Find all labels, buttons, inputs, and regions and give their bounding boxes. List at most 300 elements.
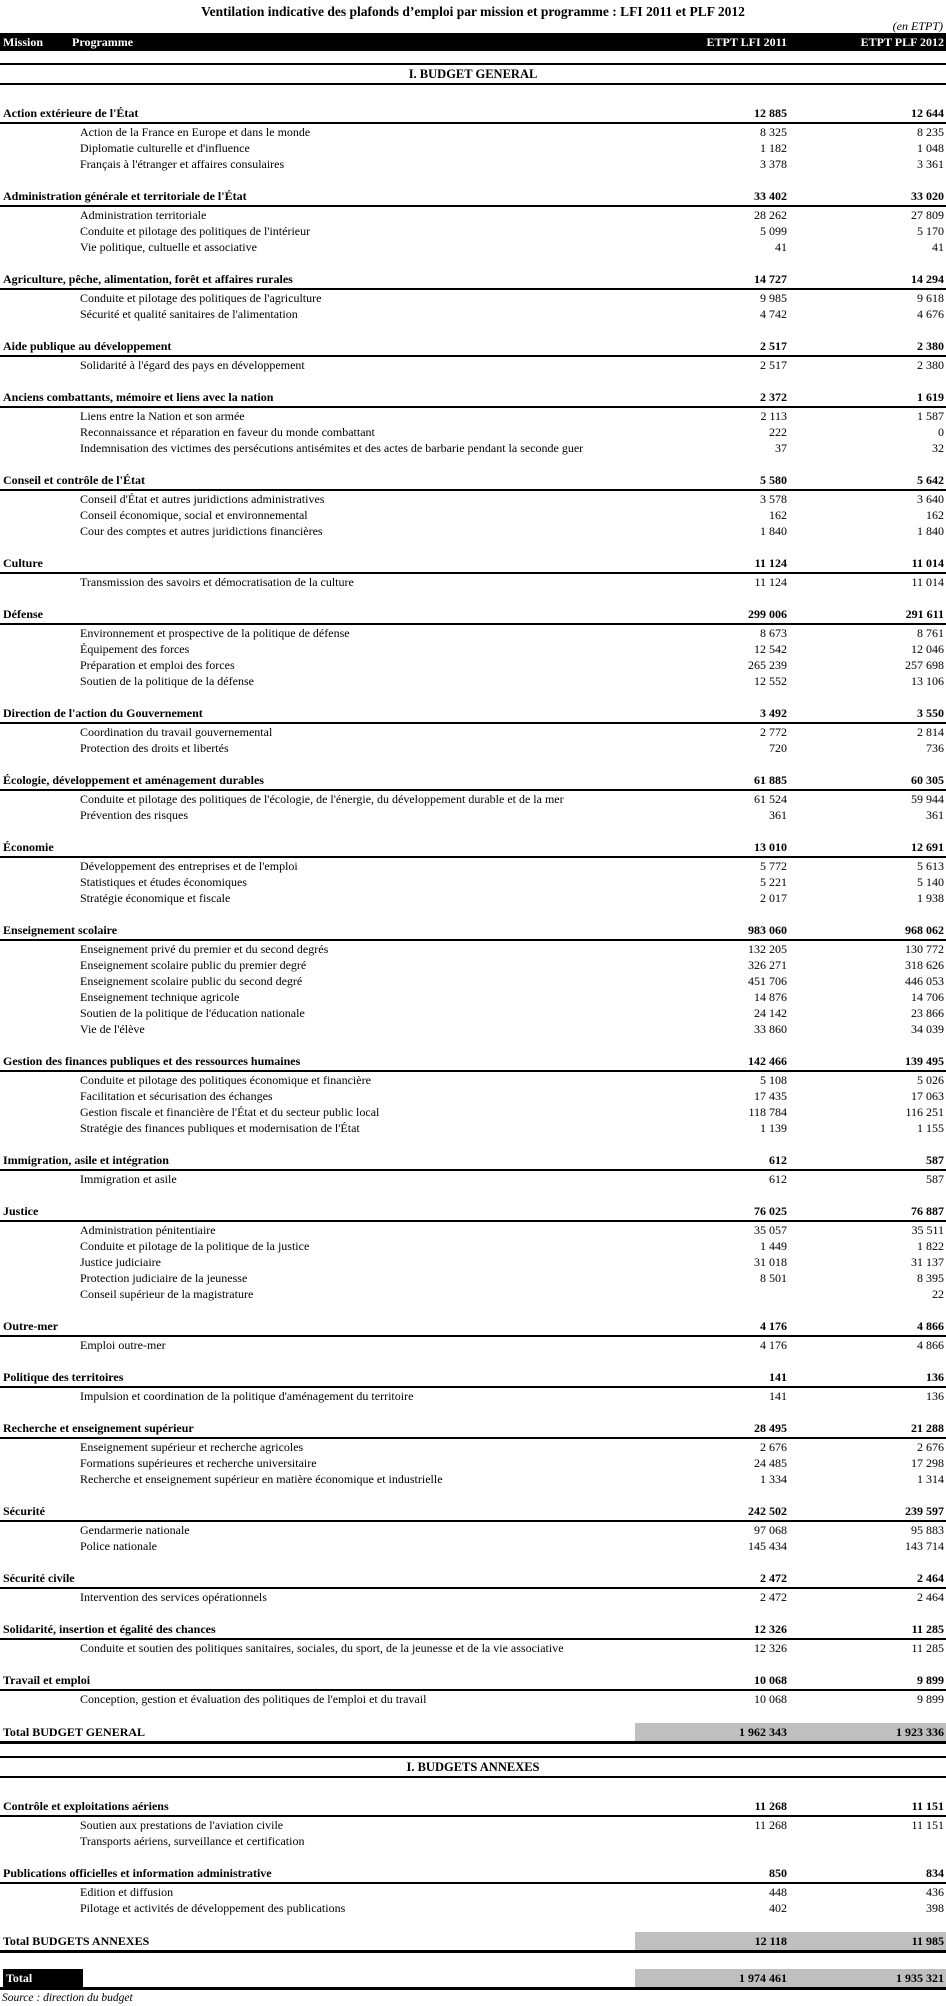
programme-name: Vie de l'élève bbox=[80, 1022, 145, 1036]
mission-lfi-value: 142 466 bbox=[748, 1054, 787, 1068]
programme-row bbox=[0, 1005, 946, 1021]
programme-plf-value: 116 251 bbox=[905, 1105, 944, 1119]
mission-plf-value: 9 899 bbox=[917, 1673, 944, 1687]
programme-lfi-value: 4 742 bbox=[760, 307, 787, 321]
mission-block bbox=[0, 1053, 946, 1136]
programme-name: Sécurité et qualité sanitaires de l'alimentation bbox=[80, 307, 298, 321]
mission-plf-value: 11 285 bbox=[911, 1622, 944, 1636]
mission-row bbox=[0, 1621, 946, 1640]
programme-row bbox=[0, 1270, 946, 1286]
programme-plf-value: 17 063 bbox=[911, 1089, 944, 1103]
mission-name: Conseil et contrôle de l'État bbox=[3, 473, 145, 487]
mission-lfi-value: 33 402 bbox=[754, 189, 787, 203]
programme-row bbox=[0, 791, 946, 807]
programme-row bbox=[0, 1884, 946, 1900]
programme-row bbox=[0, 1120, 946, 1136]
programme-name: Statistiques et études économiques bbox=[80, 875, 247, 889]
programme-lfi-value: 448 bbox=[769, 1885, 787, 1899]
mission-block bbox=[0, 1672, 946, 1707]
programme-name: Conseil d'État et autres juridictions administratives bbox=[80, 492, 325, 506]
programme-lfi-value bbox=[635, 1833, 790, 1849]
programme-lfi-value: 2 113 bbox=[760, 409, 787, 423]
mission-lfi-value: 76 025 bbox=[754, 1204, 787, 1218]
programme-lfi-value: 14 876 bbox=[754, 990, 787, 1004]
programme-row bbox=[0, 1286, 946, 1302]
programme-lfi-value: 1 334 bbox=[760, 1472, 787, 1486]
mission-plf-value: 136 bbox=[926, 1370, 944, 1384]
programme-plf-value: 162 bbox=[926, 508, 944, 522]
mission-block bbox=[0, 1420, 946, 1487]
mission-lfi-value: 242 502 bbox=[748, 1504, 787, 1518]
programme-plf-value: 14 706 bbox=[911, 990, 944, 1004]
programme-name: Équipement des forces bbox=[80, 642, 190, 656]
programme-name: Enseignement scolaire public du second degré bbox=[80, 974, 303, 988]
programme-plf-value: 736 bbox=[926, 741, 944, 755]
mission-name: Culture bbox=[3, 556, 43, 570]
programme-name: Conception, gestion et évaluation des politiques de l'emploi et du travail bbox=[80, 1692, 427, 1706]
programme-row bbox=[0, 140, 946, 156]
programme-name: Police nationale bbox=[80, 1539, 157, 1553]
programme-lfi-value: 8 501 bbox=[760, 1271, 787, 1285]
mission-name: Aide publique au développement bbox=[3, 339, 172, 353]
mission-plf-value: 21 288 bbox=[911, 1421, 944, 1435]
mission-block bbox=[0, 389, 946, 456]
programme-plf-value: 5 026 bbox=[917, 1073, 944, 1087]
programme-name: Conduite et pilotage des politiques économique et financière bbox=[80, 1073, 371, 1087]
programme-lfi-value: 5 221 bbox=[760, 875, 787, 889]
programme-row bbox=[0, 890, 946, 906]
programme-row bbox=[0, 874, 946, 890]
mission-plf-value: 239 597 bbox=[905, 1504, 944, 1518]
mission-name: Solidarité, insertion et égalité des chances bbox=[3, 1622, 216, 1636]
programme-name: Impulsion et coordination de la politique d'aménagement du territoire bbox=[80, 1389, 414, 1403]
programme-lfi-value: 61 524 bbox=[754, 792, 787, 806]
programme-lfi-value: 2 472 bbox=[760, 1590, 787, 1604]
programme-row bbox=[0, 523, 946, 539]
programme-lfi-value: 12 552 bbox=[754, 674, 787, 688]
mission-lfi-value: 2 372 bbox=[760, 390, 787, 404]
mission-lfi-value: 12 326 bbox=[754, 1622, 787, 1636]
mission-name: Économie bbox=[3, 840, 54, 854]
column-header-programme: Programme bbox=[72, 35, 134, 49]
column-header-plf-2012: ETPT PLF 2012 bbox=[860, 35, 944, 49]
section-total-plf: 1 923 336 bbox=[790, 1723, 946, 1741]
programme-name: Protection des droits et libertés bbox=[80, 741, 229, 755]
header-label-columns bbox=[0, 33, 635, 51]
mission-plf-value: 12 691 bbox=[911, 840, 944, 854]
programme-plf-value: 2 814 bbox=[917, 725, 944, 739]
programme-plf-value: 13 106 bbox=[911, 674, 944, 688]
mission-lfi-value: 612 bbox=[769, 1153, 787, 1167]
mission-plf-value: 5 642 bbox=[917, 473, 944, 487]
mission-row bbox=[0, 1672, 946, 1691]
programme-name: Cour des comptes et autres juridictions financières bbox=[80, 524, 323, 538]
mission-name: Direction de l'action du Gouvernement bbox=[3, 706, 203, 720]
mission-lfi-value: 61 885 bbox=[754, 773, 787, 787]
programme-plf-value: 8 235 bbox=[917, 125, 944, 139]
programme-name: Conduite et pilotage des politiques de l'agriculture bbox=[80, 291, 322, 305]
programme-name: Vie politique, cultuelle et associative bbox=[80, 240, 257, 254]
mission-row bbox=[0, 1570, 946, 1589]
programme-row bbox=[0, 724, 946, 740]
programme-row bbox=[0, 1817, 946, 1833]
mission-name: Anciens combattants, mémoire et liens avec la nation bbox=[3, 390, 274, 404]
mission-row bbox=[0, 472, 946, 491]
mission-plf-value: 2 464 bbox=[917, 1571, 944, 1585]
mission-name: Contrôle et exploitations aériens bbox=[3, 1799, 169, 1813]
programme-name: Diplomatie culturelle et d'influence bbox=[80, 141, 250, 155]
programme-plf-value: 587 bbox=[926, 1172, 944, 1186]
mission-plf-value: 4 866 bbox=[917, 1319, 944, 1333]
mission-row bbox=[0, 1152, 946, 1171]
mission-lfi-value: 850 bbox=[769, 1866, 787, 1880]
mission-lfi-value: 299 006 bbox=[748, 607, 787, 621]
programme-lfi-value: 1 182 bbox=[760, 141, 787, 155]
mission-name: Recherche et enseignement supérieur bbox=[3, 1421, 194, 1435]
mission-name: Sécurité bbox=[3, 1504, 45, 1518]
programme-lfi-value: 145 434 bbox=[748, 1539, 787, 1553]
programme-lfi-value: 141 bbox=[769, 1389, 787, 1403]
mission-row bbox=[0, 1503, 946, 1522]
mission-plf-value: 291 611 bbox=[905, 607, 944, 621]
mission-name: Justice bbox=[3, 1204, 39, 1218]
programme-row bbox=[0, 1471, 946, 1487]
programme-plf-value: 11 285 bbox=[911, 1641, 944, 1655]
programme-lfi-value: 28 262 bbox=[754, 208, 787, 222]
programme-row bbox=[0, 1691, 946, 1707]
mission-row bbox=[0, 1798, 946, 1817]
programme-row bbox=[0, 740, 946, 756]
mission-name: Défense bbox=[3, 607, 43, 621]
mission-block bbox=[0, 1369, 946, 1404]
programme-lfi-value: 2 017 bbox=[760, 891, 787, 905]
mission-block bbox=[0, 1203, 946, 1302]
programme-row bbox=[0, 657, 946, 673]
programme-row bbox=[0, 207, 946, 223]
programme-row bbox=[0, 1589, 946, 1605]
programme-row bbox=[0, 957, 946, 973]
programme-name: Protection judiciaire de la jeunesse bbox=[80, 1271, 248, 1285]
mission-block bbox=[0, 705, 946, 756]
programme-lfi-value: 5 772 bbox=[760, 859, 787, 873]
programme-plf-value: 2 676 bbox=[917, 1440, 944, 1454]
mission-row bbox=[0, 1865, 946, 1884]
mission-block bbox=[0, 338, 946, 373]
programme-lfi-value: 265 239 bbox=[748, 658, 787, 672]
programme-name: Transports aériens, surveillance et certification bbox=[80, 1834, 305, 1848]
section-total-lfi: 12 118 bbox=[635, 1932, 790, 1950]
mission-blocks bbox=[0, 105, 946, 1707]
programme-lfi-value: 41 bbox=[775, 240, 787, 254]
programme-plf-value: 143 714 bbox=[905, 1539, 944, 1553]
section-total-row bbox=[0, 1932, 946, 1953]
mission-block bbox=[0, 839, 946, 906]
mission-name: Publications officielles et information administrative bbox=[3, 1866, 272, 1880]
programme-lfi-value: 2 772 bbox=[760, 725, 787, 739]
programme-plf-value: 8 395 bbox=[917, 1271, 944, 1285]
programme-name: Facilitation et sécurisation des échanges bbox=[80, 1089, 273, 1103]
programme-name: Enseignement technique agricole bbox=[80, 990, 240, 1004]
programme-row bbox=[0, 1222, 946, 1238]
mission-row bbox=[0, 1369, 946, 1388]
programme-row bbox=[0, 1538, 946, 1554]
mission-lfi-value: 2 472 bbox=[760, 1571, 787, 1585]
programme-plf-value: 17 298 bbox=[911, 1456, 944, 1470]
grand-total-label: Total bbox=[3, 1969, 83, 1987]
programme-row bbox=[0, 1104, 946, 1120]
programme-lfi-value: 5 108 bbox=[760, 1073, 787, 1087]
programme-name: Conseil supérieur de la magistrature bbox=[80, 1287, 254, 1301]
programme-plf-value: 436 bbox=[926, 1885, 944, 1899]
programme-row bbox=[0, 1238, 946, 1254]
programme-plf-value: 0 bbox=[938, 425, 944, 439]
programme-plf-value: 95 883 bbox=[911, 1523, 944, 1537]
programme-lfi-value: 612 bbox=[769, 1172, 787, 1186]
programme-lfi-value: 37 bbox=[775, 441, 787, 455]
programme-lfi-value: 5 099 bbox=[760, 224, 787, 238]
grand-total-label-cell bbox=[0, 1969, 635, 1987]
mission-lfi-value: 13 010 bbox=[754, 840, 787, 854]
programme-name: Intervention des services opérationnels bbox=[80, 1590, 267, 1604]
mission-name: Gestion des finances publiques et des ressources humaines bbox=[3, 1054, 301, 1068]
section-heading bbox=[0, 63, 946, 85]
programme-row bbox=[0, 357, 946, 373]
mission-plf-value: 139 495 bbox=[905, 1054, 944, 1068]
programme-name: Soutien de la politique de la défense bbox=[80, 674, 254, 688]
programme-plf-value: 1 155 bbox=[917, 1121, 944, 1135]
programme-plf-value: 1 938 bbox=[917, 891, 944, 905]
mission-lfi-value: 14 727 bbox=[754, 272, 787, 286]
mission-name: Immigration, asile et intégration bbox=[3, 1153, 169, 1167]
programme-name: Reconnaissance et réparation en faveur du monde combattant bbox=[80, 425, 375, 439]
programme-lfi-value: 402 bbox=[769, 1901, 787, 1915]
programme-row bbox=[0, 941, 946, 957]
mission-plf-value: 76 887 bbox=[911, 1204, 944, 1218]
mission-lfi-value: 983 060 bbox=[748, 923, 787, 937]
grand-total-plf-value: 1 935 321 bbox=[790, 1969, 946, 1987]
mission-block bbox=[0, 1798, 946, 1849]
programme-row bbox=[0, 1439, 946, 1455]
unit-note: (en ETPT) bbox=[892, 19, 943, 33]
programme-plf-value: 3 361 bbox=[917, 157, 944, 171]
programme-plf-value: 22 bbox=[932, 1287, 944, 1301]
programme-plf-value: 5 140 bbox=[917, 875, 944, 889]
programme-row bbox=[0, 1254, 946, 1270]
programme-row bbox=[0, 306, 946, 322]
programme-plf-value: 32 bbox=[932, 441, 944, 455]
programme-plf-value: 130 772 bbox=[905, 942, 944, 956]
programme-plf-value: 361 bbox=[926, 808, 944, 822]
programme-row bbox=[0, 625, 946, 641]
programme-row bbox=[0, 858, 946, 874]
programme-lfi-value: 4 176 bbox=[760, 1338, 787, 1352]
programme-name: Emploi outre-mer bbox=[80, 1338, 166, 1352]
programme-row bbox=[0, 1455, 946, 1471]
mission-plf-value: 1 619 bbox=[917, 390, 944, 404]
section-total-plf: 11 985 bbox=[790, 1932, 946, 1950]
programme-name: Pilotage et activités de développement des publications bbox=[80, 1901, 346, 1915]
column-header-mission: Mission bbox=[3, 35, 44, 49]
programme-row bbox=[0, 156, 946, 172]
programme-row bbox=[0, 1072, 946, 1088]
programme-lfi-value: 1 449 bbox=[760, 1239, 787, 1253]
programme-lfi-value: 132 205 bbox=[748, 942, 787, 956]
programme-row bbox=[0, 574, 946, 590]
section-total-row bbox=[0, 1723, 946, 1744]
grand-total-row bbox=[0, 1969, 946, 1990]
programme-row bbox=[0, 1388, 946, 1404]
programme-lfi-value: 720 bbox=[769, 741, 787, 755]
programme-row bbox=[0, 491, 946, 507]
programme-lfi-value: 162 bbox=[769, 508, 787, 522]
programme-name: Soutien de la politique de l'éducation nationale bbox=[80, 1006, 305, 1020]
mission-row bbox=[0, 1203, 946, 1222]
mission-row bbox=[0, 389, 946, 408]
programme-lfi-value: 361 bbox=[769, 808, 787, 822]
programme-name: Préparation et emploi des forces bbox=[80, 658, 235, 672]
programme-name: Stratégie des finances publiques et modernisation de l'État bbox=[80, 1121, 360, 1135]
mission-row bbox=[0, 922, 946, 941]
programme-lfi-value: 3 378 bbox=[760, 157, 787, 171]
programme-name: Administration pénitentiaire bbox=[80, 1223, 216, 1237]
programme-plf-value: 1 587 bbox=[917, 409, 944, 423]
programme-row bbox=[0, 1171, 946, 1187]
programme-lfi-value: 33 860 bbox=[754, 1022, 787, 1036]
mission-block bbox=[0, 271, 946, 322]
programme-plf-value: 5 170 bbox=[917, 224, 944, 238]
programme-plf-value: 34 039 bbox=[911, 1022, 944, 1036]
section-heading-label: I. BUDGET GENERAL bbox=[408, 67, 538, 81]
programme-name: Administration territoriale bbox=[80, 208, 207, 222]
programme-plf-value: 11 014 bbox=[911, 575, 944, 589]
section-total-lfi: 1 962 343 bbox=[635, 1723, 790, 1741]
programme-row bbox=[0, 973, 946, 989]
programme-name: Conduite et pilotage de la politique de la justice bbox=[80, 1239, 310, 1253]
programme-row bbox=[0, 408, 946, 424]
programme-name: Prévention des risques bbox=[80, 808, 188, 822]
programme-row bbox=[0, 239, 946, 255]
mission-row bbox=[0, 1053, 946, 1072]
mission-plf-value: 587 bbox=[926, 1153, 944, 1167]
programme-row bbox=[0, 1337, 946, 1353]
mission-block bbox=[0, 472, 946, 539]
mission-row bbox=[0, 271, 946, 290]
programme-plf-value: 11 151 bbox=[911, 1818, 944, 1832]
programme-plf-value: 35 511 bbox=[911, 1223, 944, 1237]
programme-name: Enseignement privé du premier et du second degrés bbox=[80, 942, 329, 956]
programme-name: Environnement et prospective de la politique de défense bbox=[80, 626, 350, 640]
programme-plf-value: 12 046 bbox=[911, 642, 944, 656]
programme-row bbox=[0, 1021, 946, 1037]
programme-lfi-value: 12 326 bbox=[754, 1641, 787, 1655]
programme-row bbox=[0, 807, 946, 823]
programme-plf-value: 1 314 bbox=[917, 1472, 944, 1486]
programme-row bbox=[0, 1833, 946, 1849]
programme-plf-value: 9 899 bbox=[917, 1692, 944, 1706]
programme-plf-value: 27 809 bbox=[911, 208, 944, 222]
programme-plf-value: 2 380 bbox=[917, 358, 944, 372]
programme-row bbox=[0, 424, 946, 440]
mission-lfi-value: 4 176 bbox=[760, 1319, 787, 1333]
mission-block bbox=[0, 1865, 946, 1916]
programme-lfi-value: 10 068 bbox=[754, 1692, 787, 1706]
page-title: Ventilation indicative des plafonds d’emploi par mission et programme : LFI 2011 et PLF 2012 bbox=[201, 4, 745, 19]
programme-name: Développement des entreprises et de l'emploi bbox=[80, 859, 298, 873]
mission-block bbox=[0, 1570, 946, 1605]
programme-row bbox=[0, 673, 946, 689]
programme-row bbox=[0, 641, 946, 657]
programme-lfi-value: 31 018 bbox=[754, 1255, 787, 1269]
mission-lfi-value: 10 068 bbox=[754, 1673, 787, 1687]
programme-plf-value: 4 676 bbox=[917, 307, 944, 321]
programme-lfi-value: 451 706 bbox=[748, 974, 787, 988]
programme-plf-value: 59 944 bbox=[911, 792, 944, 806]
mission-row bbox=[0, 772, 946, 791]
mission-lfi-value: 5 580 bbox=[760, 473, 787, 487]
mission-plf-value: 3 550 bbox=[917, 706, 944, 720]
programme-plf-value: 9 618 bbox=[917, 291, 944, 305]
source-note: Source : direction du budget bbox=[2, 1992, 133, 2004]
mission-plf-value: 14 294 bbox=[911, 272, 944, 286]
column-header-lfi-2011: ETPT LFI 2011 bbox=[706, 35, 787, 49]
programme-plf-value: 1 048 bbox=[917, 141, 944, 155]
programme-lfi-value: 9 985 bbox=[760, 291, 787, 305]
programme-plf-value: 3 640 bbox=[917, 492, 944, 506]
programme-plf-value: 41 bbox=[932, 240, 944, 254]
mission-block bbox=[0, 1152, 946, 1187]
programme-name: Liens entre la Nation et son armée bbox=[80, 409, 245, 423]
section-heading bbox=[0, 1756, 946, 1778]
mission-plf-value: 11 151 bbox=[911, 1799, 944, 1813]
programme-row bbox=[0, 223, 946, 239]
programme-lfi-value: 1 840 bbox=[760, 524, 787, 538]
programme-lfi-value: 3 578 bbox=[760, 492, 787, 506]
programme-row bbox=[0, 1522, 946, 1538]
programme-lfi-value: 326 271 bbox=[748, 958, 787, 972]
mission-row bbox=[0, 555, 946, 574]
mission-lfi-value: 141 bbox=[769, 1370, 787, 1384]
section-heading-label: I. BUDGETS ANNEXES bbox=[406, 1760, 540, 1774]
programme-plf-value bbox=[790, 1833, 946, 1849]
mission-lfi-value: 3 492 bbox=[760, 706, 787, 720]
programme-lfi-value: 24 485 bbox=[754, 1456, 787, 1470]
programme-name: Edition et diffusion bbox=[80, 1885, 174, 1899]
mission-block bbox=[0, 606, 946, 689]
mission-name: Politique des territoires bbox=[3, 1370, 124, 1384]
mission-block bbox=[0, 772, 946, 823]
mission-block bbox=[0, 1318, 946, 1353]
programme-row bbox=[0, 1640, 946, 1656]
programme-name: Conduite et pilotage des politiques de l'écologie, de l'énergie, du développement durable et de la mer bbox=[80, 792, 564, 806]
mission-name: Enseignement scolaire bbox=[3, 923, 118, 937]
programme-name: Gestion fiscale et financière de l'État et du secteur public local bbox=[80, 1105, 380, 1119]
programme-plf-value: 5 613 bbox=[917, 859, 944, 873]
programme-plf-value: 8 761 bbox=[917, 626, 944, 640]
mission-row bbox=[0, 705, 946, 724]
programme-lfi-value: 118 784 bbox=[748, 1105, 787, 1119]
programme-name: Enseignement scolaire public du premier degré bbox=[80, 958, 307, 972]
programme-plf-value: 318 626 bbox=[905, 958, 944, 972]
programme-plf-value: 257 698 bbox=[905, 658, 944, 672]
mission-name: Sécurité civile bbox=[3, 1571, 75, 1585]
programme-lfi-value bbox=[635, 1286, 790, 1302]
programme-row bbox=[0, 124, 946, 140]
mission-name: Écologie, développement et aménagement durables bbox=[3, 773, 264, 787]
mission-name: Travail et emploi bbox=[3, 1673, 91, 1687]
budget-section bbox=[0, 1756, 946, 1953]
programme-name: Coordination du travail gouvernemental bbox=[80, 725, 273, 739]
programme-row bbox=[0, 440, 946, 456]
